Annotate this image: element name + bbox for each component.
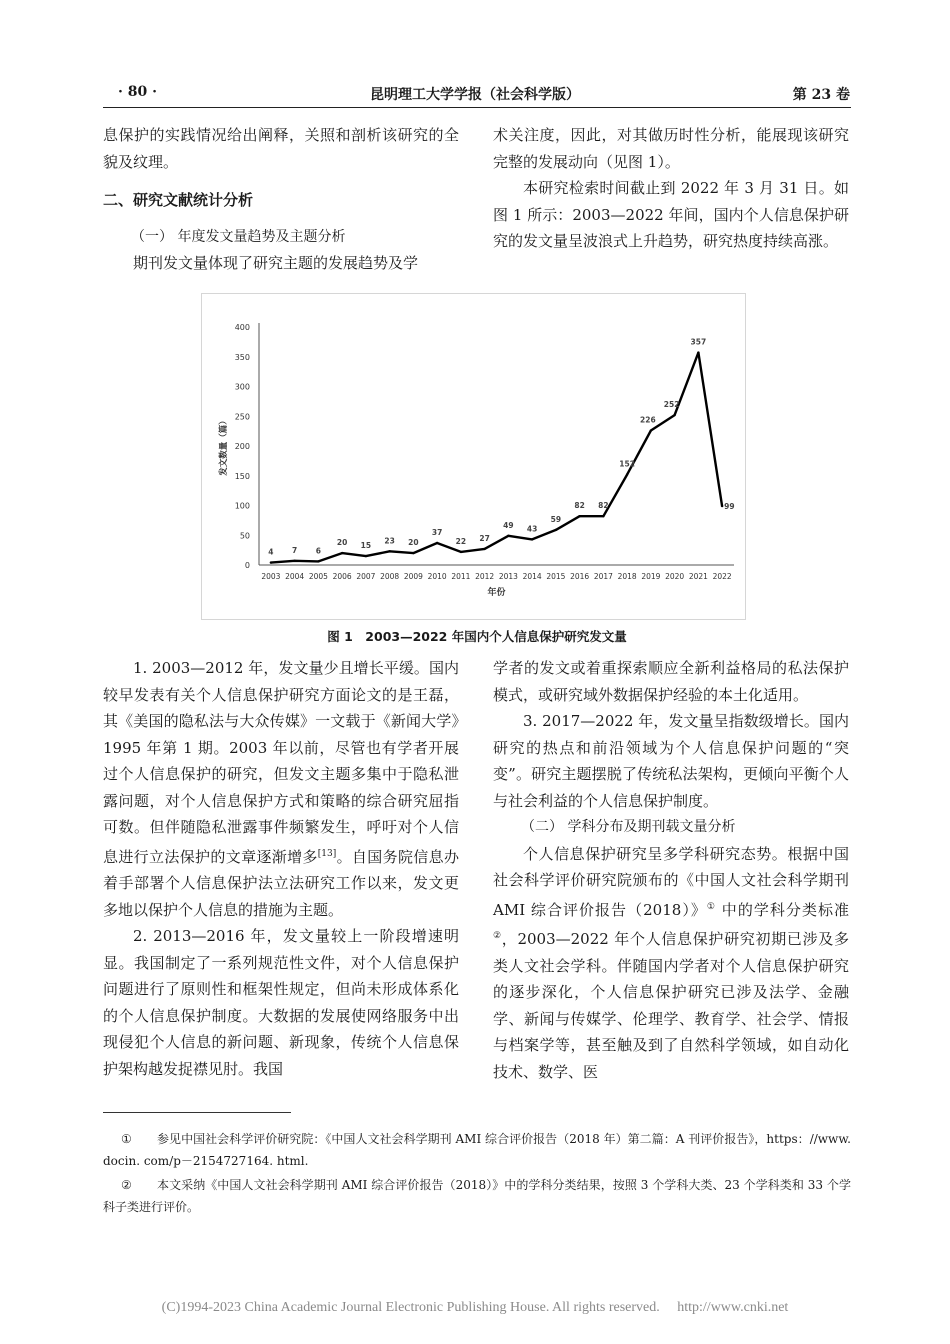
right-column-top [493, 122, 849, 255]
x-tick-label: 2019 [641, 572, 661, 581]
page-number: · 80 · [118, 84, 157, 100]
x-tick-label: 2010 [427, 572, 447, 581]
data-label: 82 [598, 501, 609, 511]
subsection-heading: （一） 年度发文量趋势及主题分析 [131, 228, 346, 245]
paragraph: 个人信息保护研究呈多学科研究态势。根据中国社会科学评价研究院颁布的《中国人文社会科学期刊 AMI 综合评价报告（2018）》① 中的学科分类标准②，2003—2022 年个人信息保护研究初期已涉及多类人文社会学科。伴随国内学者对个人信息保护研究的逐步深化，个人信息保护研究已涉及法学、金融学、新闻与传媒学、伦理学、教育学、社会学、情报与档案学等，甚至触及到了自然科学领域，如自动化技术、数学、医 [493, 844, 850, 1081]
data-label: 37 [431, 527, 443, 537]
y-tick-label: 400 [234, 323, 250, 332]
data-point [460, 551, 462, 553]
y-tick-label: 150 [234, 471, 250, 481]
data-point [650, 429, 652, 431]
x-axis-title: 年份 [487, 588, 506, 598]
data-label: 7 [292, 545, 298, 555]
data-point [270, 561, 272, 563]
x-tick-label: 2017 [593, 572, 613, 581]
x-tick-label: 2021 [688, 572, 708, 581]
figure-frame [201, 293, 746, 620]
x-tick-label: 2016 [570, 572, 590, 581]
data-point [507, 535, 509, 537]
x-tick-label: 2018 [617, 572, 637, 581]
data-point [365, 555, 367, 557]
data-label: 43 [526, 524, 538, 534]
header-rule [103, 107, 851, 108]
data-point [341, 552, 343, 554]
data-label: 99 [724, 502, 735, 512]
data-label: 152 [619, 459, 635, 469]
series-line [271, 353, 722, 563]
data-label: 23 [384, 536, 395, 546]
x-tick-label: 2015 [546, 572, 566, 581]
data-point [388, 550, 390, 552]
y-tick-label: 350 [234, 352, 250, 362]
y-tick-label: 0 [244, 561, 250, 570]
data-point [602, 515, 604, 517]
left-column-top [103, 122, 459, 277]
y-axis-title: 发文数量（篇） [219, 416, 229, 476]
paragraph: 1. 2003—2012 年，发文量少且增长平缓。国内较早发表有关个人信息保护研究方面论文的是王磊，其《美国的隐私法与大众传媒》一文载于《新闻大学》1995 年第 1 期。2003 年以前，尽管也有学者开展过个人信息保护的研究，但发文主题多集中于隐私泄露问题，对个人信息保护方式和策略的综合研究屈指可数。但伴随隐私泄露事件频繁发生，呼吁对个人信息进行立法保护的文章逐渐增多[13]。自国务院信息办着手部署个人信息保护法立法研究工作以来，发文更多地以保护个人信息的措施为主题。 [103, 659, 459, 919]
data-point [317, 560, 319, 562]
data-point [293, 560, 295, 562]
journal-title: 昆明理工大学学报（社会科学版） [370, 87, 580, 103]
paragraph: 期刊发文量体现了研究主题的发展趋势及学 [133, 254, 419, 272]
x-tick-label: 2004 [285, 572, 305, 581]
data-point [673, 414, 675, 416]
x-tick-label: 2006 [332, 572, 352, 581]
x-tick-label: 2014 [522, 572, 542, 581]
section-heading: 二、研究文献统计分析 [103, 191, 254, 209]
data-point [578, 515, 580, 517]
data-label: 59 [550, 514, 562, 524]
data-label: 4 [268, 547, 274, 557]
x-tick-label: 2008 [380, 572, 400, 581]
data-point [697, 351, 699, 353]
data-label: 357 [690, 337, 707, 347]
data-point [626, 473, 628, 475]
footnote: ① 参见中国社会科学评价研究院：《中国人文社会科学期刊 AMI 综合评价报告（2018 年）第二篇：A 刊评价报告》，https：//www. docin. com/p－2154727164. html. [103, 1132, 851, 1168]
x-tick-label: 2007 [356, 572, 376, 581]
volume-label: 第 23 卷 [792, 87, 850, 103]
data-label: 49 [503, 520, 514, 530]
x-tick-label: 2020 [665, 572, 685, 581]
data-label: 226 [640, 415, 656, 425]
data-label: 82 [574, 501, 585, 511]
x-tick-label: 2012 [475, 572, 495, 581]
data-label: 20 [336, 538, 348, 548]
paragraph: 息保护的实践情况给出阐释，关照和剖析该研究的全貌及纹理。 [103, 126, 459, 171]
y-tick-label: 300 [234, 382, 250, 392]
x-tick-label: 2005 [308, 572, 328, 581]
y-tick-label: 100 [234, 501, 250, 511]
data-point [412, 552, 414, 554]
data-label: 252 [663, 400, 680, 410]
paragraph: 3. 2017—2022 年，发文量呈指数级增长。国内研究的热点和前沿领域为个人信息保护问题的“突变”。研究主题摆脱了传统私法架构，更倾向平衡个人与社会利益的个人信息保护制度。 [493, 712, 849, 810]
data-point [436, 542, 438, 544]
paragraph: 本研究检索时间截止到 2022 年 3 月 31 日。如图 1 所示：2003—2022 年间，国内个人信息保护研究的发文量呈波浪式上升趋势，研究热度持续高涨。 [493, 179, 849, 250]
line-chart [202, 294, 745, 619]
paragraph: 2. 2013—2016 年，发文量较上一阶段增速明显。我国制定了一系列规范性文件，对个人信息保护问题进行了原则性和框架性规定，但尚未形成体系化的个人信息保护制度。大数据的发展使网络服务中出现侵犯个人信息的新问题、新现象，传统个人信息保护架构越发捉襟见肘。我国 [103, 927, 459, 1078]
data-point [531, 538, 533, 540]
data-label: 15 [360, 541, 372, 551]
footnote-mark: ② [493, 931, 502, 941]
x-tick-label: 2013 [498, 572, 518, 581]
paragraph: 学者的发文或着重探索顺应全新利益格局的私法保护模式，或研究域外数据保护经验的本土化适用。 [493, 659, 849, 704]
paragraph: 术关注度，因此，对其做历时性分析，能展现该研究完整的发展动向（见图 1）。 [493, 126, 849, 171]
data-point [721, 505, 723, 507]
data-label: 22 [455, 536, 467, 546]
copyright-footer: (C)1994-2023 China Academic Journal Electronic Publishing House. All rights reserved. http://www.cnki.net [161, 1300, 789, 1315]
data-label: 20 [408, 538, 419, 548]
right-column-bottom [493, 655, 849, 1085]
data-label: 6 [315, 546, 321, 556]
y-tick-label: 50 [239, 531, 250, 541]
left-column-bottom [103, 655, 459, 1082]
data-point [555, 529, 557, 531]
x-tick-label: 2011 [451, 572, 471, 581]
y-tick-label: 200 [234, 442, 250, 451]
subsection-heading: （二） 学科分布及期刊载文量分析 [521, 819, 736, 835]
y-tick-label: 250 [234, 412, 250, 422]
footnote-rule [103, 1112, 291, 1113]
data-label: 27 [479, 533, 490, 543]
figure-caption: 图 1 2003—2022 年国内个人信息保护研究发文量 [327, 629, 627, 644]
citation-ref: [13] [317, 848, 337, 859]
x-tick-label: 2009 [403, 572, 423, 581]
x-tick-label: 2003 [261, 572, 281, 581]
footnote: ② 本文采纳《中国人文社会科学期刊 AMI 综合评价报告（2018）》中的学科分类结果，按照 3 个学科大类、23 个学科类和 33 个学科子类进行评价。 [103, 1178, 851, 1214]
data-point [483, 548, 485, 550]
footnote-mark: ① [706, 901, 716, 912]
x-tick-label: 2022 [712, 572, 732, 581]
